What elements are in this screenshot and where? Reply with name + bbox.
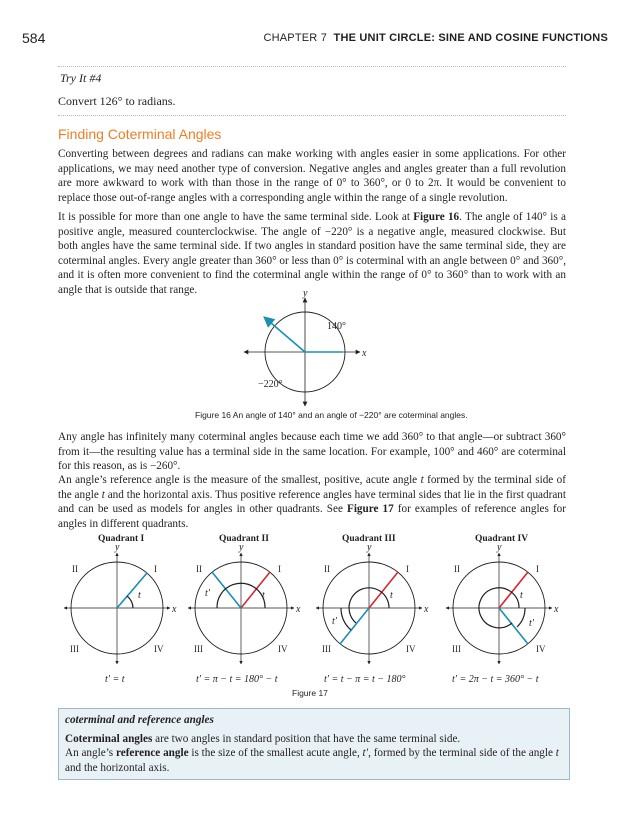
terminal-side — [212, 572, 241, 608]
label-140: 140° — [327, 321, 346, 332]
svg-text:III: III — [70, 644, 79, 654]
y-label: y — [303, 288, 308, 299]
svg-text:x: x — [554, 604, 559, 615]
chapter-title: THE UNIT CIRCLE: SINE AND COSINE FUNCTIONS — [333, 32, 608, 44]
svg-text:II: II — [72, 564, 78, 574]
svg-text:I: I — [278, 564, 281, 574]
svg-text:III: III — [194, 644, 203, 654]
figure-16-ref: Figure 16 — [413, 211, 460, 223]
reference-side — [369, 572, 398, 608]
svg-text:x: x — [172, 604, 177, 615]
svg-text:IV: IV — [406, 644, 416, 654]
terminal-side — [499, 608, 528, 644]
quadrant-4-formula: t′ = 2π − t = 360° − t — [452, 674, 539, 685]
quadrant-3-formula: t′ = t − π = t − 180° — [324, 674, 406, 685]
reference-side — [499, 572, 528, 608]
figure-17 — [58, 530, 568, 688]
svg-text:x: x — [296, 604, 301, 615]
figure-17-ref: Figure 17 — [346, 503, 394, 516]
svg-text:II: II — [196, 564, 202, 574]
chapter-label: CHAPTER 7 — [263, 32, 328, 44]
figure-16-caption: Figure 16 An angle of 140° and an angle of −220° are coterminal angles. — [195, 410, 468, 420]
svg-text:III: III — [452, 644, 461, 654]
page-header — [22, 30, 608, 50]
chapter-heading — [263, 32, 608, 44]
section-title: Finding Coterminal Angles — [58, 126, 222, 142]
svg-text:II: II — [324, 564, 330, 574]
svg-text:III: III — [322, 644, 331, 654]
definition-box — [58, 708, 570, 780]
paragraph-1: Converting between degrees and radians can make working with angles easier in some applications. For other applications, we may need another type of conversion. Negative angles and angles greater than a full revolution are more awkward to work with than those in the range of 0° to 360°, or 0 to 2π. It would be convenient to replace those out-of-range angles with a corresponding angle within the range of a single revolution. — [58, 148, 566, 204]
svg-text:t′: t′ — [529, 618, 534, 629]
svg-text:t: t — [390, 590, 393, 601]
terminal-side — [264, 317, 305, 352]
try-it-title: Try It #4 — [60, 71, 102, 85]
svg-text:y: y — [367, 542, 372, 553]
terminal-side — [340, 608, 369, 644]
svg-text:I: I — [406, 564, 409, 574]
svg-text:t: t — [138, 590, 141, 601]
svg-text:I: I — [154, 564, 157, 574]
svg-text:y: y — [115, 542, 120, 553]
svg-text:I: I — [536, 564, 539, 574]
paragraph-3: Any angle has infinitely many coterminal angles because each time we add 360° to that angle—or subtract 360° from it—the resulting value has a terminal side in the same location. For example, 100° and 460° are coterminal for this reason, as is −260°. — [58, 431, 566, 473]
svg-text:y: y — [239, 542, 244, 553]
try-it-box — [58, 66, 566, 116]
figure-17-caption: Figure 17 — [292, 688, 328, 698]
quadrant-2-formula: t′ = π − t = 180° − t — [196, 674, 278, 685]
quadrant-4-diagram — [446, 534, 559, 685]
definition-title: coterminal and reference angles — [65, 714, 214, 726]
quadrant-1-formula: t′ = t — [105, 674, 125, 685]
svg-text:IV: IV — [536, 644, 546, 654]
paragraph-2: It is possible for more than one angle to have the same terminal side. Look at Figure 16. The angle of 140° is a positive angle, measured counterclockwise. The angle of −220° is a negative angle, measured clockwise. But both angles have the same terminal side. If two angles in standard position have the same terminal side, they are coterminal angles. Every angle greater than 360° or less than 0° is coterminal with an angle between 0° and 360°, and it is often more convenient to find the coterminal angle within the range of 0° to 360° than to work with an angle that is outside that range. — [58, 211, 566, 296]
svg-text:x: x — [424, 604, 429, 615]
quadrant-4-title: Quadrant IV — [475, 534, 529, 544]
quadrant-2-title: Quadrant II — [219, 534, 269, 544]
svg-text:t: t — [262, 590, 265, 601]
svg-text:y: y — [497, 542, 502, 553]
definition-reference: An angle’s reference angle is the size of the smallest acute angle, t′, formed by the terminal side of the angle t and the horizontal axis. — [65, 747, 559, 774]
page-number: 584 — [22, 30, 46, 46]
svg-text:IV: IV — [278, 644, 288, 654]
label-neg220: −220° — [258, 379, 283, 390]
svg-text:t′: t′ — [205, 588, 210, 599]
svg-text:t: t — [520, 590, 523, 601]
figure-16 — [236, 286, 366, 410]
reference-side — [241, 572, 270, 608]
paragraph-4: An angle’s reference angle is the measure of the smallest, positive, acute angle t formed by the terminal side of the angle t and the horizontal axis. Thus positive reference angles have terminal sides that lie in the first quadrant and can be used as models for angles in other quadrants. See Figure 17 for examples of reference angles for angles in different quadrants. — [58, 474, 566, 530]
quadrant-2-diagram — [188, 534, 301, 685]
quadrant-3-diagram — [316, 534, 429, 685]
try-it-text: Convert 126° to radians. — [58, 94, 176, 108]
svg-text:II: II — [454, 564, 460, 574]
x-label: x — [362, 348, 367, 359]
definition-coterminal: Coterminal angles are two angles in standard position that have the same terminal side. — [65, 732, 461, 745]
quadrant-1-diagram — [64, 534, 177, 685]
svg-text:IV: IV — [154, 644, 164, 654]
quadrant-1-title: Quadrant I — [98, 534, 145, 544]
quadrant-3-title: Quadrant III — [342, 534, 396, 544]
svg-text:t′: t′ — [332, 616, 337, 627]
